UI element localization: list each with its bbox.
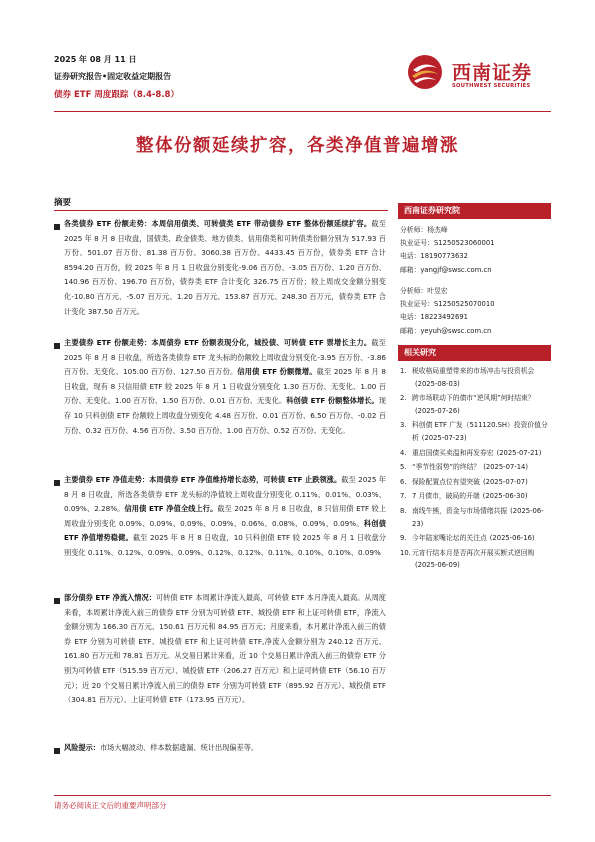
related-research-list (400, 365, 550, 574)
analyst-email-link[interactable]: 邮箱：yangjf@swsc.com.cn (400, 265, 492, 274)
related-item-title: 元宵行结本月是否再次开展买断式逆回购 (412, 548, 535, 557)
footer-notice: 请务必阅读正文后的重要声明部分 (54, 801, 167, 810)
paragraph-subhead: 科创债 ETF 净值增势稳健。 (64, 518, 386, 543)
related-research-item[interactable] (400, 419, 550, 444)
paragraph-body: 截至 2025 年 8 月 8 日收盘，现有 8 只信用债 ETF 较 2025 年 8 月 1 日收盘分别变化 1.30 百万份、无变化、1.00 百万份、无变化、1.00 百万份、1.50 百万份、0.01 百万份、无变化。 (64, 367, 386, 406)
related-item-date: (2025-07-07) (482, 477, 528, 486)
related-item-number: 8. (400, 506, 407, 515)
related-item-number: 10. (400, 548, 411, 557)
related-item-number: 3. (400, 421, 407, 430)
report-date: 2025 年 08 月 11 日 (54, 55, 137, 64)
paragraph-body: 现存 10 只科创债 ETF 份额较上周收盘分别变化 4.48 百万份、0.01 百万份、6.50 百万份、-0.02 百万份、0.32 百万份、4.56 百万份、3.50 百万份、1.00 百万份、0.52 百万份、无变化。 (64, 396, 386, 435)
institute-header: 西南证券研究院 (398, 203, 551, 219)
paragraph-subhead: 信用债 ETF 净值全线上行。 (124, 504, 218, 514)
related-item-date: (2025-06-16) (489, 534, 535, 543)
paragraph-body: 截至 2025 年 8 月 8 日收盘，10 只科创债 ETF 较 2025 年 8 月 1 日收盘分别变化 0.11%、0.12%、0.09%、0.09%、0.12%、0.12%、0.11%、0.10%、0.10%、0.09% (64, 533, 386, 557)
related-item-number: 5. (400, 463, 407, 472)
analyst-name-row: 分析师：杨杰峰 (400, 226, 448, 234)
analyst-cert: 执业证号：S1250523060001 (400, 239, 495, 248)
related-research-header: 相关研究 (398, 345, 551, 361)
bullet-icon (54, 343, 60, 349)
report-series: 债券 ETF 周度跟踪（8.4-8.8） (54, 90, 179, 100)
company-name: 西南证券 (452, 62, 533, 84)
paragraph-subhead: 科创债 ETF 份额整体增长。 (286, 396, 379, 406)
related-research-item[interactable] (400, 476, 550, 489)
bullet-icon (54, 748, 60, 754)
related-item-number: 7. (400, 492, 407, 501)
related-item-date: (2025-07-21) (496, 448, 542, 457)
related-item-number: 1. (400, 367, 407, 375)
related-item-number: 4. (400, 448, 407, 457)
related-research-item[interactable] (400, 461, 550, 474)
related-item-number: 2. (400, 394, 407, 403)
related-item-title: 今年陆家嘴论坛的关注点 (412, 534, 487, 543)
paragraph-body: 市场大幅波动、样本数据遗漏、统计出现偏差等。 (99, 743, 259, 752)
page-title: 整体份额延续扩容，各类净值普遍增涨 (136, 136, 459, 156)
company-logo-icon (405, 52, 445, 92)
related-research-item[interactable] (400, 505, 550, 530)
bullet-icon (54, 224, 60, 230)
paragraph-lead: 部分债券 ETF 净流入情况： (64, 593, 156, 602)
related-research-item[interactable] (400, 547, 550, 572)
related-item-date: (2025-07-23) (421, 433, 467, 442)
summary-rule (54, 210, 388, 211)
analyst-phone: 电话：18223492691 (400, 313, 468, 322)
summary-paragraph-risk (64, 741, 386, 756)
related-item-date: (2025-06-23) (412, 506, 544, 528)
related-research-item[interactable] (400, 447, 550, 460)
paragraph-lead: 主要债券 ETF 净值走势：本周债券 ETF 净值维持增长态势，可转债 ETF 止跌领涨。 (64, 475, 342, 484)
analyst-name-row: 分析师：叶昱宏 (400, 287, 448, 295)
related-item-title: 税收格局重塑带来的市场冲击与投资机会 (412, 367, 535, 375)
related-item-number: 9. (400, 534, 407, 543)
related-item-title: 7 月债市，破局的开端 (412, 492, 480, 501)
analyst-cert: 执业证号：S1250525070010 (400, 300, 495, 309)
summary-paragraph-nav (64, 473, 386, 561)
related-item-title: 跨市场联动下的债市“逆风期”何时结束？ (412, 394, 535, 403)
summary-paragraph-inflows (64, 591, 386, 708)
related-research-item[interactable] (400, 532, 550, 545)
related-item-title: 南线牛熊，资金与市场情绪共振 (412, 506, 508, 515)
related-item-date: (2025-07-14) (483, 463, 529, 472)
report-category: 证券研究报告•固定收益定期报告 (54, 72, 172, 81)
related-item-title: 保险配置点位有望突破 (412, 477, 480, 486)
related-item-date: (2025-06-30) (482, 492, 528, 501)
analyst-block-2 (400, 285, 550, 338)
paragraph-lead: 主要债券 ETF 份额走势：本周债券 ETF 份额表现分化，城投债、可转债 ETF 票增长主力。 (64, 338, 372, 347)
analyst-phone: 电话：18190773632 (400, 252, 468, 261)
paragraph-body: 截至 2025 年 8 月 8 日收盘，所选各类债券 ETF 龙头标的份额较上周收盘分别变化-3.95 百万份、-3.86 百万份、无变化、105.00 百万份、127.50 百万份。 (64, 338, 386, 377)
related-item-date: (2025-06-09) (415, 561, 460, 570)
related-item-date: (2025-08-03) (415, 379, 460, 388)
analyst-block-1 (400, 224, 550, 277)
paragraph-body: 截至 2025 年 8 月 8 日收盘，国债类、政金债类、地方债类、信用债类和可转债类份额分别为 517.93 百万份、501.07 百万份、81.38 百万份、3060.38 百万份、4433.45 百万份，债券类 ETF 合计 8594.20 百万份，较 2025 年 8 月 1 日收盘分别变化-9.06 百万份、-3.05 百万份、1.20 百万份、140.96 百万份、196.70 百万份，债券类 ETF 合计变化 326.75 百万份；较上周成交金额分别变化-10.80 百万元、-5.07 百万元、1.20 百万元、153.87 百万元、248.30 百万元，债券类 ETF 合计变化 387.50 百万元。 (64, 219, 386, 316)
paragraph-body: 截至 2025 年 8 月 8 日收盘，8 只信用债 ETF 较上周收盘分别变化 0.09%、0.09%、0.09%、0.09%、0.06%、0.08%、0.09%、0.09%。 (64, 504, 387, 528)
related-research-item[interactable] (400, 490, 550, 503)
related-item-title: 科创债 ETF 广发（511120.SH）投资价值分析 (412, 421, 548, 442)
related-item-title: 重启国债买卖温和再发券宏 (412, 448, 494, 457)
footer-rule (54, 795, 551, 796)
analyst-email-link[interactable]: 邮箱：yeyuh@swsc.com.cn (400, 326, 492, 335)
summary-paragraph-main-shares (64, 336, 386, 438)
related-item-number: 6. (400, 477, 407, 486)
bullet-icon (54, 480, 60, 486)
paragraph-lead: 风险提示： (64, 743, 100, 752)
bullet-icon (54, 598, 60, 604)
related-item-title: “季节性弱势”的终结？ (412, 463, 481, 472)
company-english-name: SOUTHWEST SECURITIES (452, 83, 531, 89)
paragraph-body: 可转债 ETF 本周累计净流入最高，可转债 ETF 本月净流入最高。从周度来看，本周累计净流入前三的债券 ETF 分别为可转债 ETF、城投债 ETF 和上证可转债 ETF，净流入金额分别为 166.30 百万元、150.61 百万元和 84.95 百万元；月度来看，本月累计净流入前三的债券 ETF 分别为可转债 ETF、城投债 ETF 和上证可转债 ETF,净流入金额分别为 240.12 百万元、161.80 百万元和 78.81 百万元。从交易日累计来看，近 10 个交易日累计净流入前三的债券 ETF 分别为可转债 ETF（515.59 百万元）、城投债 ETF（206.27 百万元）和上证可转债 ETF（56.10 百万元）；近 20 个交易日累计净流入前三的债券 ETF 分别为可转债 ETF（895.92 百万元）、城投债 ETF（304.81 百万元）、上证可转债 ETF（173.95 百万元）。 (64, 593, 386, 705)
paragraph-subhead: 信用债 ETF 份额微增。 (237, 367, 317, 377)
paragraph-body: 截至 2025 年 8 月 8 日收盘，所选各类债券 ETF 龙头标的净值较上周收盘分别变化 0.11%、0.01%、0.03%、0.09%、2.28%。 (64, 475, 386, 514)
related-research-item[interactable] (400, 392, 550, 417)
related-research-item[interactable] (400, 365, 550, 390)
header-rule (54, 111, 551, 112)
paragraph-lead: 各类债券 ETF 份额走势：本周信用债类、可转债类 ETF 带动债券 ETF 整体份额延续扩容。 (64, 219, 372, 228)
related-item-date: (2025-07-26) (415, 406, 460, 415)
summary-paragraph-shares (64, 217, 386, 319)
summary-heading: 摘要 (54, 198, 72, 208)
